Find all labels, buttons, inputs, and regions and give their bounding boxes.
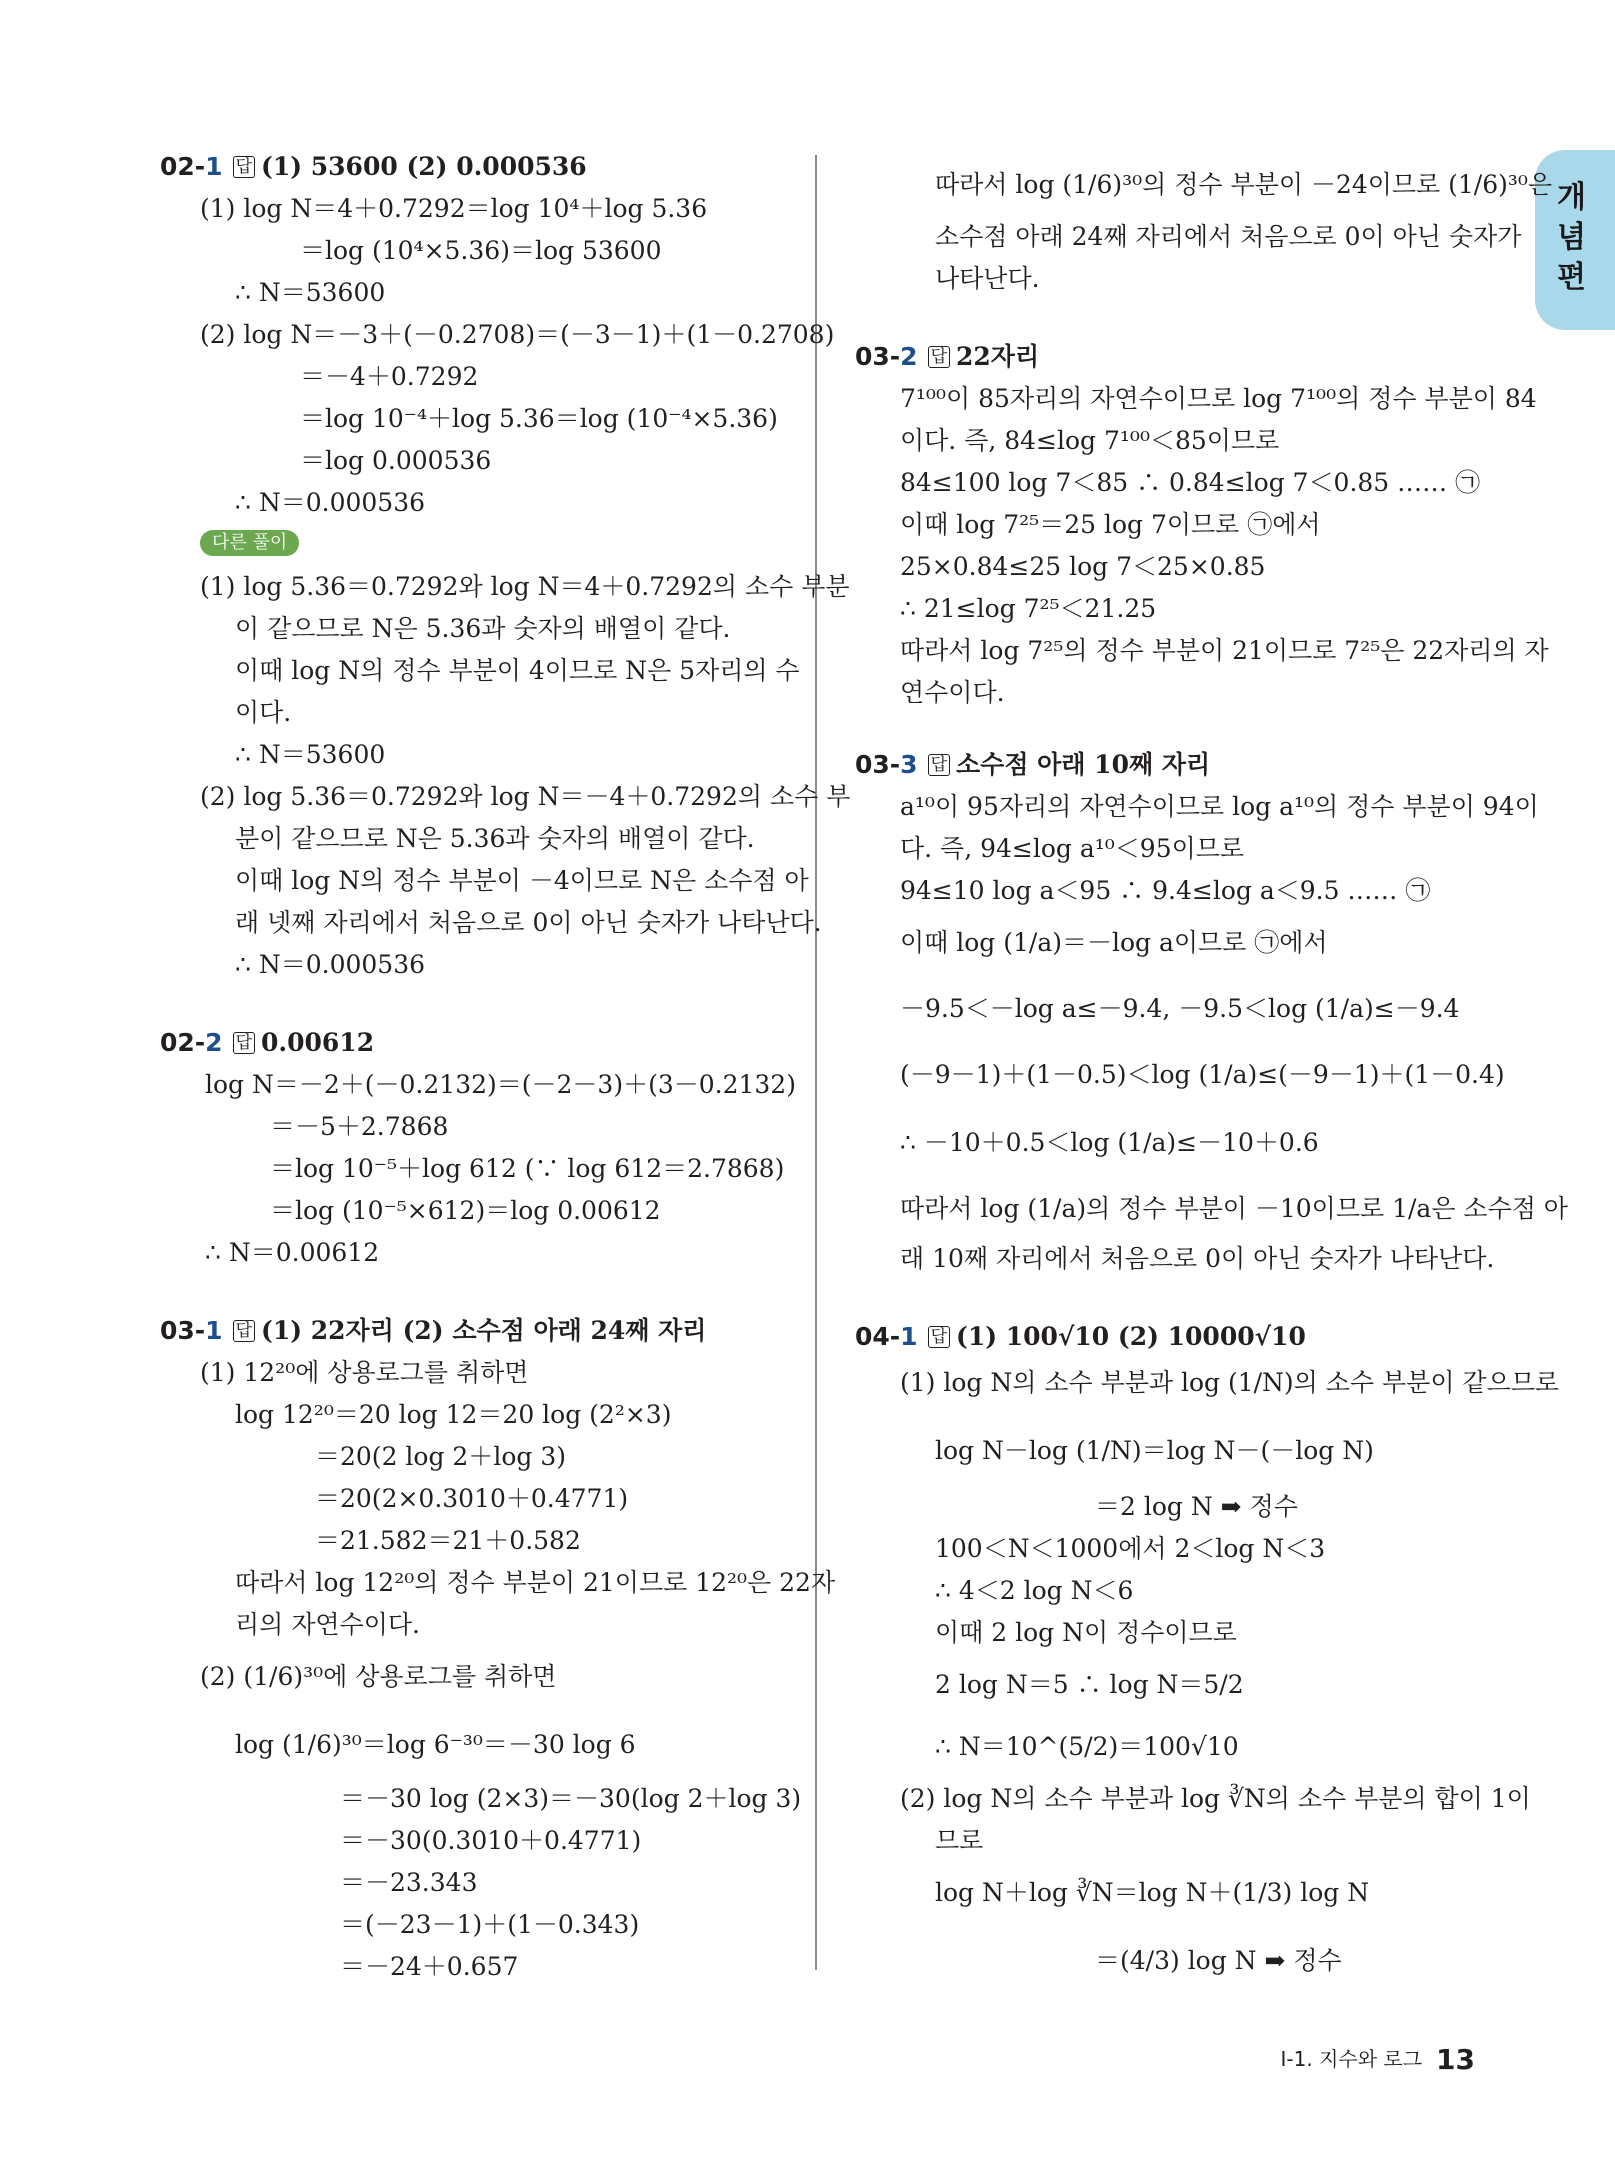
page-number: 13 <box>1436 2043 1475 2076</box>
solution-line: ∴ N＝0.00612 <box>205 1238 380 1267</box>
solution-line: ＝－5＋2.7868 <box>270 1112 449 1141</box>
solution-line: ＝(4/3) log N ➡ 정수 <box>1095 1946 1342 1975</box>
solution-line: 리의 자연수이다. <box>235 1610 420 1639</box>
problem-number: 02-1 <box>160 152 223 181</box>
answer-text: (1) 22자리 (2) 소수점 아래 24째 자리 <box>261 1316 707 1345</box>
solution-line: (－9－1)＋(1－0.5)＜log (1/a)≤(－9－1)＋(1－0.4) <box>900 1060 1505 1089</box>
solution-line: ∴ N＝10^(5/2)＝100√10 <box>935 1732 1239 1761</box>
problem-header <box>160 1026 374 1060</box>
solution-line: 100＜N＜1000에서 2＜log N＜3 <box>935 1534 1326 1563</box>
problem-header <box>160 150 587 184</box>
solution-line: ＝log 10⁻⁴＋log 5.36＝log (10⁻⁴×5.36) <box>300 404 778 433</box>
solution-line: ∴ 4＜2 log N＜6 <box>935 1576 1134 1605</box>
solution-line: 소수점 아래 24째 자리에서 처음으로 0이 아닌 숫자가 <box>935 222 1522 251</box>
solution-line: ∴ N＝53600 <box>235 278 386 307</box>
page-footer <box>1281 2043 1475 2076</box>
answer-icon: 답 <box>928 1326 950 1348</box>
problem-header <box>855 1320 1306 1354</box>
solution-line: ∴ N＝53600 <box>235 740 386 769</box>
solution-line: ∴ N＝0.000536 <box>235 950 426 979</box>
solution-line: 2 log N＝5 ∴ log N＝5/2 <box>935 1670 1244 1699</box>
solution-line: ＝－4＋0.7292 <box>300 362 479 391</box>
solution-line: 이때 log 7²⁵＝25 log 7이므로 ㉠에서 <box>900 510 1321 539</box>
answer-text: 22자리 <box>956 342 1040 371</box>
solution-line: (2) log N의 소수 부분과 log ∛N의 소수 부분의 합이 1이 <box>900 1784 1531 1813</box>
solution-line: 래 넷째 자리에서 처음으로 0이 아닌 숫자가 나타난다. <box>235 908 822 937</box>
solution-line: 므로 <box>935 1826 984 1855</box>
solution-line: 이때 log N의 정수 부분이 4이므로 N은 5자리의 수 <box>235 656 800 685</box>
solution-line: 이다. <box>235 698 292 727</box>
answer-icon: 답 <box>928 754 950 776</box>
answer-icon: 답 <box>233 156 255 178</box>
solution-line: ＝log 10⁻⁵＋log 612 (∵ log 612＝2.7868) <box>270 1154 785 1183</box>
solution-line: a¹⁰이 95자리의 자연수이므로 log a¹⁰의 정수 부분이 94이 <box>900 792 1539 821</box>
solution-line: ＝log (10⁻⁵×612)＝log 0.00612 <box>270 1196 661 1225</box>
solution-line: (1) log N의 소수 부분과 log (1/N)의 소수 부분이 같으므로 <box>900 1368 1560 1397</box>
solution-line: 25×0.84≤25 log 7＜25×0.85 <box>900 552 1266 581</box>
solution-line: 84≤100 log 7＜85 ∴ 0.84≤log 7＜0.85 …… ㉠ <box>900 468 1481 497</box>
problem-header <box>160 1314 706 1348</box>
solution-line: 이때 2 log N이 정수이므로 <box>935 1618 1237 1647</box>
solution-line: 따라서 log 7²⁵의 정수 부분이 21이므로 7²⁵은 22자리의 자 <box>900 636 1549 665</box>
solution-line: log N＋log ∛N＝log N＋(1/3) log N <box>935 1878 1370 1907</box>
solution-line: 따라서 log (1/a)의 정수 부분이 －10이므로 1/a은 소수점 아 <box>900 1194 1568 1223</box>
solution-line: 따라서 log (1/6)³⁰의 정수 부분이 －24이므로 (1/6)³⁰은 <box>935 170 1553 199</box>
solution-line: ∴ 21≤log 7²⁵＜21.25 <box>900 594 1157 623</box>
solution-line: 분이 같으므로 N은 5.36과 숫자의 배열이 같다. <box>235 824 755 853</box>
solution-line: ＝2 log N ➡ 정수 <box>1095 1492 1298 1521</box>
solution-line: (1) 12²⁰에 상용로그를 취하면 <box>200 1358 529 1387</box>
solution-line: ＝20(2 log 2＋log 3) <box>315 1442 566 1471</box>
solution-line: 이때 log N의 정수 부분이 －4이므로 N은 소수점 아 <box>235 866 809 895</box>
problem-header <box>855 748 1210 782</box>
solution-line: (2) (1/6)³⁰에 상용로그를 취하면 <box>200 1662 557 1691</box>
answer-icon: 답 <box>233 1032 255 1054</box>
solution-line: 이 같으므로 N은 5.36과 숫자의 배열이 같다. <box>235 614 731 643</box>
solution-line: (2) log N＝－3＋(－0.2708)＝(－3－1)＋(1－0.2708) <box>200 320 835 349</box>
solution-line: ＝20(2×0.3010＋0.4771) <box>315 1484 629 1513</box>
solution-line: 94≤10 log a＜95 ∴ 9.4≤log a＜9.5 …… ㉠ <box>900 876 1431 905</box>
solution-line: log (1/6)³⁰＝log 6⁻³⁰＝－30 log 6 <box>235 1730 636 1759</box>
solution-line: log N＝－2＋(－0.2132)＝(－2－3)＋(3－0.2132) <box>205 1070 796 1099</box>
problem-number: 03-1 <box>160 1316 223 1345</box>
solution-line: (1) log N＝4＋0.7292＝log 10⁴＋log 5.36 <box>200 194 708 223</box>
solution-line: ∴ －10＋0.5＜log (1/a)≤－10＋0.6 <box>900 1128 1319 1157</box>
solution-line: 다. 즉, 94≤log a¹⁰＜95이므로 <box>900 834 1245 863</box>
solution-line: ＝log 0.000536 <box>300 446 492 475</box>
solution-line: ∴ N＝0.000536 <box>235 488 426 517</box>
solution-line: ＝21.582＝21＋0.582 <box>315 1526 581 1555</box>
solution-line: log 12²⁰＝20 log 12＝20 log (2²×3) <box>235 1400 672 1429</box>
solution-line: (1) log 5.36＝0.7292와 log N＝4＋0.7292의 소수 부분 <box>200 572 850 601</box>
problem-header <box>855 340 1039 374</box>
answer-text: (1) 100√10 (2) 10000√10 <box>956 1322 1306 1351</box>
solution-line: －9.5＜－log a≤－9.4, －9.5＜log (1/a)≤－9.4 <box>900 994 1460 1023</box>
solution-line: log N－log (1/N)＝log N－(－log N) <box>935 1436 1374 1465</box>
answer-icon: 답 <box>233 1320 255 1342</box>
problem-number: 03-2 <box>855 342 918 371</box>
solution-line: 7¹⁰⁰이 85자리의 자연수이므로 log 7¹⁰⁰의 정수 부분이 84 <box>900 384 1537 413</box>
solution-line: ＝(－23－1)＋(1－0.343) <box>340 1910 640 1939</box>
solution-line: ＝－30 log (2×3)＝－30(log 2＋log 3) <box>340 1784 802 1813</box>
answer-icon: 답 <box>928 346 950 368</box>
chapter-label: Ⅰ-1. 지수와 로그 <box>1280 2047 1423 2071</box>
solution-line: 따라서 log 12²⁰의 정수 부분이 21이므로 12²⁰은 22자 <box>235 1568 836 1597</box>
solution-line: ＝log (10⁴×5.36)＝log 53600 <box>300 236 662 265</box>
alternative-solution-badge: 다른 풀이 <box>200 530 299 556</box>
side-tab-label: 개념편 <box>1557 180 1586 295</box>
problem-number: 04-1 <box>855 1322 918 1351</box>
solution-line: ＝－30(0.3010＋0.4771) <box>340 1826 642 1855</box>
solution-line: (2) log 5.36＝0.7292와 log N＝－4＋0.7292의 소수 부 <box>200 782 851 811</box>
solution-line: ＝－23.343 <box>340 1868 478 1897</box>
solution-line: 이때 log (1/a)＝－log a이므로 ㉠에서 <box>900 928 1328 957</box>
answer-text: 0.00612 <box>261 1028 375 1057</box>
solution-line: 래 10째 자리에서 처음으로 0이 아닌 숫자가 나타난다. <box>900 1244 1495 1273</box>
solution-line: 나타난다. <box>935 264 1040 293</box>
answer-text: 소수점 아래 10째 자리 <box>956 750 1211 779</box>
solution-line: 이다. 즉, 84≤log 7¹⁰⁰＜85이므로 <box>900 426 1280 455</box>
problem-number: 03-3 <box>855 750 918 779</box>
answer-text: (1) 53600 (2) 0.000536 <box>261 152 587 181</box>
solution-line: ＝－24＋0.657 <box>340 1952 519 1981</box>
problem-number: 02-2 <box>160 1028 223 1057</box>
column-divider <box>815 155 817 1970</box>
solution-line: 연수이다. <box>900 678 1005 707</box>
